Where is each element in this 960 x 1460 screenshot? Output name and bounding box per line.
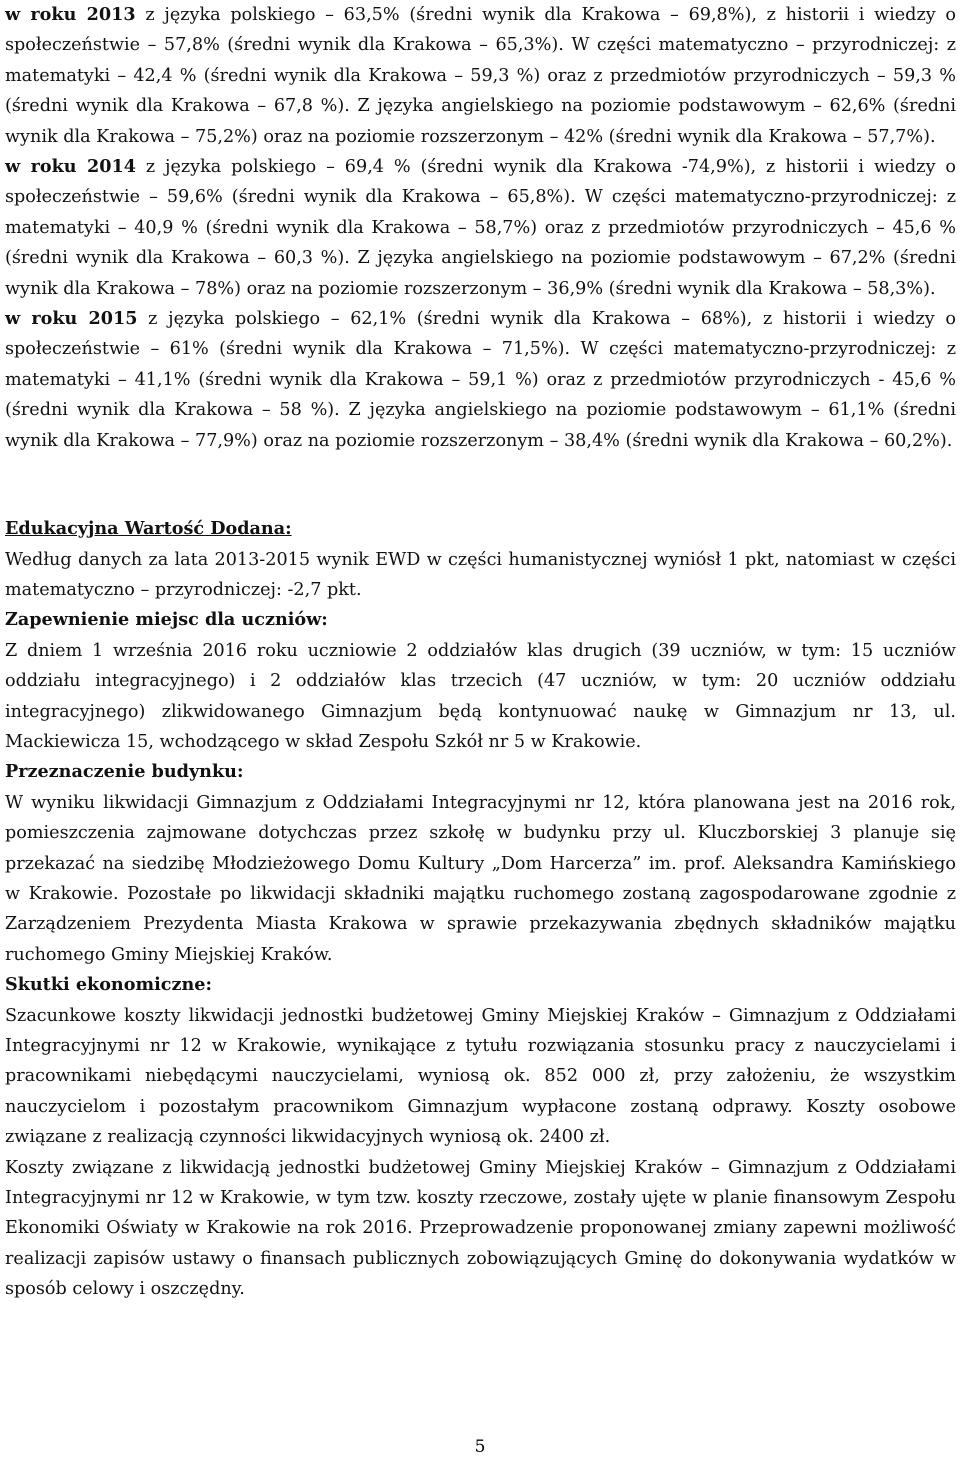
economic-paragraph-1: Szacunkowe koszty likwidacji jednostki budżetowej Gminy Miejskiej Kraków – Gimnazjum z Oddziałami Integracyjnymi nr 12 w Krakowie, wynikające z tytułu rozwiązania stosunku pracy z nauczycielami i pracownikami niebędącymi nauczycielami, wyniosą ok. 852 000 zł, przy założeniu, że wszystkim nauczycielom i pozostałym pracownikom Gimnazjum wypłacone zostaną odprawy. Koszty osobowe związane z realizacją czynności likwidacyjnych wyniosą ok. 2400 zł. [5,1005,956,1148]
building-heading: Przeznaczenie budynku: [5,761,244,783]
ewd-heading: Edukacyjna Wartość Dodana: [5,518,292,540]
results-text: z języka polskiego – 69,4 % (średni wynik dla Krakowa -74,9%), z historii i wiedzy o społeczeństwie – 59,6% (średni wynik dla Krakowa – 65,8%). W części matematyczno-przyrodniczej: z matematyki – 40,9 % (średni wynik dla Krakowa – 58,7%) oraz z przedmiotów przyrodniczych – 45,6 % (średni wynik dla Krakowa – 60,3 %). Z języka angielskiego na poziomie podstawowym – 67,2% (średni wynik dla Krakowa – 78%) oraz na poziomie rozszerzonym – 36,9% (średni wynik dla Krakowa – 58,3%). [5,157,957,299]
results-text: z języka polskiego – 62,1% (średni wynik dla Krakowa – 68%), z historii i wiedzy o społeczeństwie – 61% (średni wynik dla Krakowa – 71,5%). W części matematyczno-przyrodniczej: z matematyki – 41,1% (średni wynik dla Krakowa – 59,1 %) oraz z przedmiotów przyrodniczych - 45,6 % (średni wynik dla Krakowa – 58 %). Z języka angielskiego na poziomie podstawowym – 61,1% (średni wynik dla Krakowa – 77,9%) oraz na poziomie rozszerzonym – 38,4% (średni wynik dla Krakowa – 60,2%). [5,309,956,451]
year-label: w roku 2013 [5,4,136,25]
year-label: w roku 2014 [5,156,136,178]
placement-text: Z dniem 1 września 2016 roku uczniowie 2 oddziałów klas drugich (39 uczniów, w tym: 15 uczniów oddziału integracyjnego) i 2 oddziałów klas trzecich (47 uczniów, w tym: 20 uczniów oddziału integracyjnego) zlikwidowanego Gimnazjum będą kontynuować naukę w Gimnazjum nr 13, ul. Mackiewicza 15, wchodzącego w skład Zespołu Szkół nr 5 w Krakowie. [5,640,956,752]
results-2015 [5,304,956,456]
ewd-text: Według danych za lata 2013-2015 wynik EWD w części humanistycznej wyniósł 1 pkt, natomiast w części matematyczno – przyrodniczej: -2,7 pkt. [5,549,956,600]
economic-paragraph-2: Koszty związane z likwidacją jednostki budżetowej Gminy Miejskiej Kraków – Gimnazjum z Oddziałami Integracyjnymi nr 12 w Krakowie, w tym tzw. koszty rzeczowe, zostały ujęte w planie finansowym Zespołu Ekonomiki Oświaty w Krakowie na rok 2016. Przeprowadzenie proponowanej zmiany zapewni możliwość realizacji zapisów ustawy o finansach publicznych zobowiązujących Gminę do dokonywania wydatków w sposób celowy i oszczędny. [5,1157,956,1300]
document-page [5,0,956,1305]
results-2013 [5,0,956,152]
economic-heading: Skutki ekonomiczne: [5,974,212,996]
results-text: z języka polskiego – 63,5% (średni wynik dla Krakowa – 69,8%), z historii i wiedzy o społeczeństwie – 57,8% (średni wynik dla Krakowa – 65,3%). W części matematyczno – przyrodniczej: z matematyki – 42,4 % (średni wynik dla Krakowa – 59,3 %) oraz z przedmiotów przyrodniczych – 59,3 % (średni wynik dla Krakowa – 67,8 %). Z języka angielskiego na poziomie podstawowym – 62,6% (średni wynik dla Krakowa – 75,2%) oraz na poziomie rozszerzonym – 42% (średni wynik dla Krakowa – 57,7%). [5,5,956,147]
section-spacer [5,456,956,514]
page-number: 5 [474,1437,486,1457]
placement-heading: Zapewnienie miejsc dla uczniów: [5,609,328,631]
building-text: W wyniku likwidacji Gimnazjum z Oddziałami Integracyjnymi nr 12, która planowana jest na 2016 rok, pomieszczenia zajmowane dotychczas przez szkołę w budynku przy ul. Kluczborskiej 3 planuje się przekazać na siedzibę Młodzieżowego Domu Kultury „Dom Harcerza” im. prof. Aleksandra Kamińskiego w Krakowie. Pozostałe po likwidacji składniki majątku ruchomego zostaną zagospodarowane zgodnie z Zarządzeniem Prezydenta Miasta Krakowa w sprawie przekazywania zbędnych składników majątku ruchomego Gminy Miejskiej Kraków. [5,792,956,965]
results-2014 [5,152,956,304]
year-label: w roku 2015 [5,308,138,330]
